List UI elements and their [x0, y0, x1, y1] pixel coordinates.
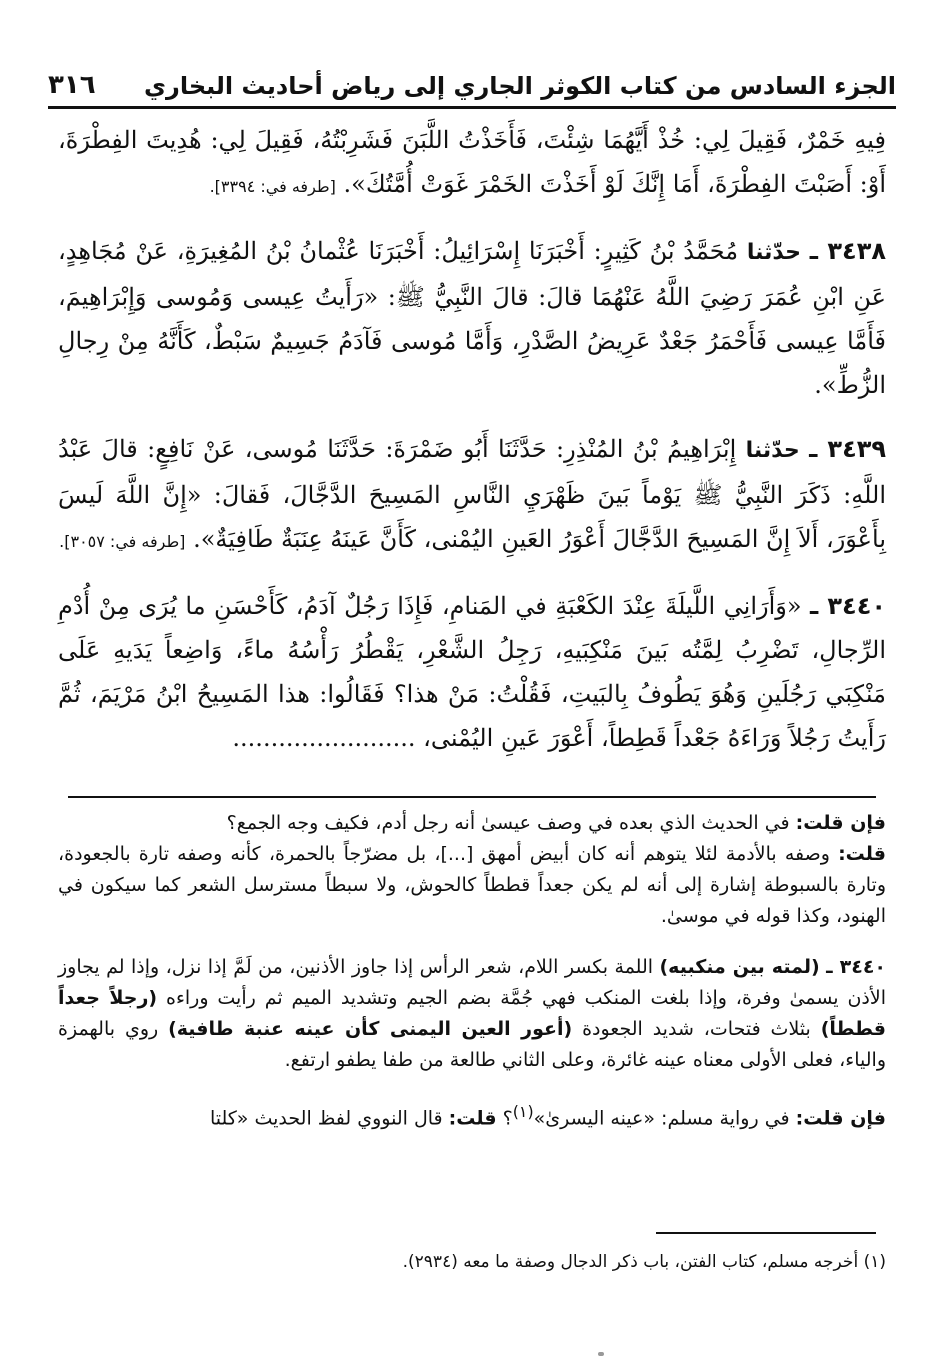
commentary-text: في رواية مسلم: «عينه اليسرىٰ»	[533, 1107, 790, 1130]
footnote-reference: (١)	[512, 1102, 534, 1121]
answer-lead: قلت:	[448, 1107, 497, 1130]
footnote-text: أخرجه مسلم، كتاب الفتن، باب ذكر الدجال وصفة ما معه (٢٩٣٤).	[402, 1252, 859, 1272]
scan-speck	[598, 1352, 604, 1356]
cross-reference: [طرفه في: ٣٣٩٤].	[209, 177, 336, 196]
quoted-phrase: (لمته بين منكبيه)	[659, 956, 820, 978]
commentary-text: روي بالهمزة والياء، فعلى الأولى معناه عينه غائرة، وعلى الثاني طالعة من طفا يطفو ارتفع.	[58, 1018, 886, 1071]
paragraph-continuation	[58, 118, 886, 209]
hadith-number: ٣٤٣٨ ـ	[809, 237, 886, 265]
hadith-3439	[58, 427, 886, 564]
commentary-paragraph	[58, 1096, 886, 1134]
footnote	[58, 1248, 886, 1276]
hadith-body: مُحَمَّدُ بْنُ كَثِيرٍ: أَخْبَرَنَا إِسْرَائِيلُ: أَخْبَرَنَا عُثْمانُ بْنُ المُغِيرَةِ، عَنْ مُجَاهِدٍ، عَنِ ابْنِ عُمَرَ رَضِيَ اللَّهُ عَنْهُمَا قالَ: قالَ النَّبِيُّ ﷺ: «رَأَيتُ عِيسى وَمُوسى وَإِبْرَاهِيمَ، فَأَمَّا عِيسى فَأَحْمَرُ جَعْدٌ عَرِيضُ الصَّدْرِ، وَأَمَّا مُوسى فَآدَمُ جَسِيمٌ سَبْطٌ، كَأَنَّهُ مِنْ رِجالِ الزُّطِّ».	[58, 237, 887, 399]
commentary-section	[58, 808, 886, 1154]
hadith-body: إِبْرَاهِيمُ بْنُ المُنْذِرِ: حَدَّثَنَا أَبُو ضَمْرَةَ: حَدَّثَنَا مُوسى، عَنْ نَافِعٍ: قالَ عَبْدُ اللَّهِ: ذَكَرَ النَّبِيُّ ﷺ يَوْماً بَينَ ظَهْرَيِ النَّاسِ المَسِيحَ الدَّجَّالَ، فَقالَ: «إِنَّ اللَّهَ لَيسَ بِأَعْوَرَ، أَلاَ إِنَّ المَسِيحَ الدَّجَّالَ أَعْوَرُ العَينِ اليُمْنى، كَأَنَّ عَينَهُ عِنَبَةٌ طَافِيَةٌ».	[58, 435, 886, 553]
commentary-text: ؟	[502, 1107, 513, 1130]
running-header	[48, 56, 896, 109]
narration-keyword: حدّثنا	[746, 240, 801, 265]
commentary-paragraph	[58, 952, 886, 1076]
footnote-number: (١)	[863, 1252, 886, 1272]
hadith-body: «وَأَرَانِي اللَّيلَةَ عِنْدَ الكَعْبَةِ في المَنامِ، فَإِذَا رَجُلٌ آدَمُ، كَأَحْسَنِ ما يُرَى مِنْ أُدْمِ الرِّجالِ، تَضْرِبُ لِمَّتُه بَينَ مَنْكِبَيهِ، رَجِلُ الشَّعْرِ، يَقْطُرُ رَأْسُهُ ماءً، وَاضِعاً يَدَيهِ عَلَى مَنْكِبَي رَجُلَينِ وَهُوَ يَطُوفُ بِالبَيتِ، فَقُلْتُ: مَنْ هذا؟ فَقَالُوا: هذا المَسِيحُ ابْنُ مَرْيَمَ، ثُمَّ رَأَيتُ رَجُلاً وَرَاءَهُ جَعْداً قَطِطاً، أَعْوَرَ عَينِ اليُمْنى،	[58, 592, 886, 752]
hadith-text	[58, 118, 886, 780]
narration-keyword: حدّثنا	[745, 438, 800, 463]
question-lead: فإن قلت:	[795, 1107, 886, 1130]
hadith-3440	[58, 584, 886, 760]
quoted-phrase: (أعور العين اليمنى كأن عينه عنبة طافية)	[168, 1018, 573, 1040]
commentary-text: في الحديث الذي بعده في وصف عيسىٰ أنه رجل أدم، فكيف وجه الجمع؟	[226, 812, 790, 834]
commentary-paragraph	[58, 808, 886, 932]
hadith-3438	[58, 229, 886, 407]
book-title: الجزء السادس من كتاب الكوثر الجاري إلى رياض أحاديث البخاري	[144, 72, 896, 100]
paragraph-text: فِيهِ خَمْرٌ، فَقِيلَ لِي: خُذْ أَيَّهُمَا شِئْتَ، فَأَخَذْتُ اللَّبَنَ فَشَرِبْتُهُ، فَقِيلَ لِي: هُدِيتَ الفِطْرَةَ، أَوْ: أَصَبْتَ الفِطْرَةَ، أَمَا إِنَّكَ لَوْ أَخَذْتَ الخَمْرَ غَوَتْ أُمَّتُكَ».	[58, 126, 886, 198]
hadith-number: ٣٤٣٩ ـ	[809, 435, 887, 463]
commentary-text: قال النووي لفظ الحديث «كلتا	[209, 1107, 443, 1130]
hadith-number: ٣٤٤٠ ـ	[810, 592, 886, 620]
footnote-divider	[656, 1232, 876, 1234]
commentary-text: وصفه بالأدمة لئلا يتوهم أنه كان أبيض أمهق [...]، بل مضرّجاً بالحمرة، كأنه وصفه تارة بالجعودة، وتارة بالسبوطة إشارة إلى أنه لم يكن جعداً قططاً كالحوش، ولا سبطاً مسترسل الشعر كما سيكون في الهنود، وكذا قوله في موسىٰ.	[58, 843, 886, 927]
quoted-phrase: (رجلاً جعداً قططاً)	[58, 987, 886, 1040]
cross-reference: [طرفه في: ٣٠٥٧].	[59, 532, 186, 551]
page-number: ٣١٦	[48, 70, 96, 100]
commentary-text: بثلاث فتحات، شديد الجعودة	[582, 1018, 811, 1040]
question-lead: فإن قلت:	[795, 812, 886, 834]
commentary-divider	[68, 796, 876, 798]
commentary-text: اللمة بكسر اللام، شعر الرأس إذا جاوز الأذنين، من لَمَّ إذا نزل، وإذا لم يجاوز الأذن يسمىٰ وفرة، وإذا بلغت المنكب فهي جُمَّة بضم الجيم وتشديد الميم ثم رأيت وراءه	[58, 956, 886, 1009]
answer-lead: قلت:	[838, 843, 886, 865]
ellipsis-dots: ........................	[232, 724, 416, 752]
hadith-number: ٣٤٤٠ ـ	[826, 956, 887, 978]
